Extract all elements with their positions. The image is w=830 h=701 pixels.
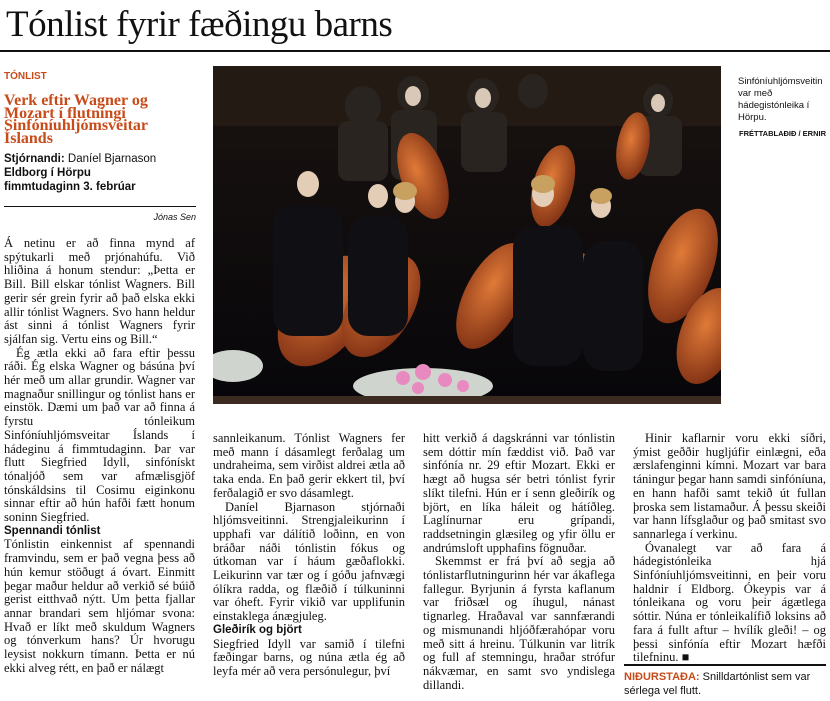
orchestra-photo [213, 66, 721, 404]
photo-credit: FRÉTTABLAÐIÐ / ERNIR [739, 129, 826, 138]
concert-date: fimmtudaginn 3. febrúar [4, 181, 136, 193]
article-column-4 [633, 432, 826, 665]
article-column-3 [423, 432, 615, 692]
paragraph: Skemmst er frá því að segja að tónlistarflutningurinn hér var ákaflega fallegur. Byrjunin á fyrsta kaflanum var friðsæl og íhugul, nánast tignarleg. Hraðaval var sannfærandi og mismunandi hljóðfærahópar voru með sitt á hreinu. Túlkunin var litrík og full af stemningu, hraðar strófur nákvæmar, en samt svo yndislega dillandi. [423, 554, 615, 692]
conductor-value: Daníel Bjarnason [67, 153, 157, 165]
paragraph: hitt verkið á dagskránni var tónlistin sem dóttir mín fæddist við. Það var sinfónía nr. 29 eftir Mozart. Ekki er hægt að hugsa sér betri tónlist fyrir slíkt tilefni. Hún er í senn gleðirík og björt, en líka háleit og hátíðleg. Laglínurnar eru grípandi, raddsetningin glæsileg og yfir öllu er andrúmsloft upphafins fögnuðar. [423, 431, 615, 555]
paragraph: Hinir kaflarnir voru ekki síðri, ýmist geððir hugljúfir einlægni, eða ærslafenginni kímni. Mozart var bara táningur þegar hann samdi sinfóníuna, en hann hafði samt tekið út fullan þroska sem listamaður. Á þessu skeiði var hann lífsglaður og það smitast svo sannarlega í verkinu. [633, 431, 826, 541]
byline-rule [4, 206, 196, 207]
category-label: TÓNLIST [4, 71, 47, 82]
verdict-label: NIÐURSTAÐA: [624, 671, 700, 683]
paragraph: Daníel Bjarnason stjórnaði hljómsveitinni. Strengjaleikurinn í upphafi var dálítið loðinn, en von bráðar náði tónlistin fókus og útkoman var í háum gæðaflokki. Leikurinn var tær og í góðu jafnvægi ólíkra radda, og flæðið í túlkuninni var óheft. Fyrir vikið var upplifunin einstaklega ánægjuleg. [213, 499, 405, 624]
paragraph: Tónlistin einkennist af spennandi framvindu, sem er það vegna þess að hún kemur stöðugt á óvart. Einmitt þegar maður heldur að verkið sé búið gerist eitthvað nýtt. Um þetta fjallar annar brandari sem hljómar svona: Hvað er líkt með skuldum Wagners og tónverkum hans? Úr hvorugu leysist nokkurn tímann. Þetta er nú ekki alveg rétt, en það er nálægt [4, 537, 195, 675]
conductor-label: Stjórnandi: [4, 153, 65, 165]
conductor-line [4, 153, 156, 167]
paragraph: Siegfried Idyll var samið í tilefni fæðingar barns, og núna ætla ég að leyfa mér að vera persónulegur, því [213, 636, 405, 678]
paragraph: Á netinu er að finna mynd af spýtukarli með prjónahúfu. Við hliðina á honum stendur: „Þetta er Bill. Bill elskar tónlist Wagners. Bill gerir sér grein fyrir að það elska ekki allir tónlist Wagners. Svo hann heldur ást sinni á tónlist Wagners fyrir sjálfan sig. Vertu eins og Bill.“ [4, 236, 195, 346]
venue: Eldborg í Hörpu [4, 167, 91, 179]
photo-caption: Sinfóníuhljómsveitin var með hádegistónleika í Hörpu. [738, 76, 823, 123]
verdict-text: Snilldartónlist sem var sérlega vel flutt. [624, 671, 811, 697]
headline: Tónlist fyrir fæðingu barns [6, 4, 393, 45]
section-heading: Spennandi tónlist [4, 524, 101, 537]
paragraph: Óvanalegt var að fara á hádegistónleika hjá Sinfóníuhljómsveitinni, en þeir voru haldnir í Eldborg. Ókeypis var á tónleikana og voru þeir ágætlega sóttir. Núna er tónleikalífið loksins að fara á fullt aftur – hvílík gleði! – og þessi sinfónía eftir Mozart hæfði tilefninu. ■ [633, 540, 826, 665]
article-column-2 [213, 432, 405, 679]
author-byline: Jónas Sen [153, 212, 196, 222]
paragraph: sannleikanum. Tónlist Wagners fer með mann í dásamlegt ferðalag um undraheima, sem virðist aldrei ætla að taka enda. En það gerir ekkert til, því ferðalagið er svo dásamlegt. [213, 431, 405, 500]
paragraph: Ég ætla ekki að fara eftir þessu ráði. Ég elska Wagner og básúna því hér með um allar grundir. Wagner var magnaður snillingur og tónlist hans er einstök. Dæmi um það var að finna á fyrstu tónleikum Sinfóníuhljómsveitar Íslands í hádeginu á fimmtudaginn. Þar var flutt Siegfried Idyll, sinfónískt tónaljóð sem var afmælisgjöf tónskáldsins til Cosimu eiginkonu sinnar eftir að hún hafði fætt honum soninn Siegfried. [4, 345, 195, 525]
verdict-box [624, 670, 826, 698]
review-subhead: Verk eftir Wagner og Mozart í flutningi Sinfóníuhljómsveitar Íslands [4, 92, 148, 147]
section-heading: Gleðirík og björt [213, 623, 302, 636]
article-column-1 [4, 237, 195, 676]
verdict-rule [624, 664, 826, 666]
headline-rule [0, 50, 830, 52]
